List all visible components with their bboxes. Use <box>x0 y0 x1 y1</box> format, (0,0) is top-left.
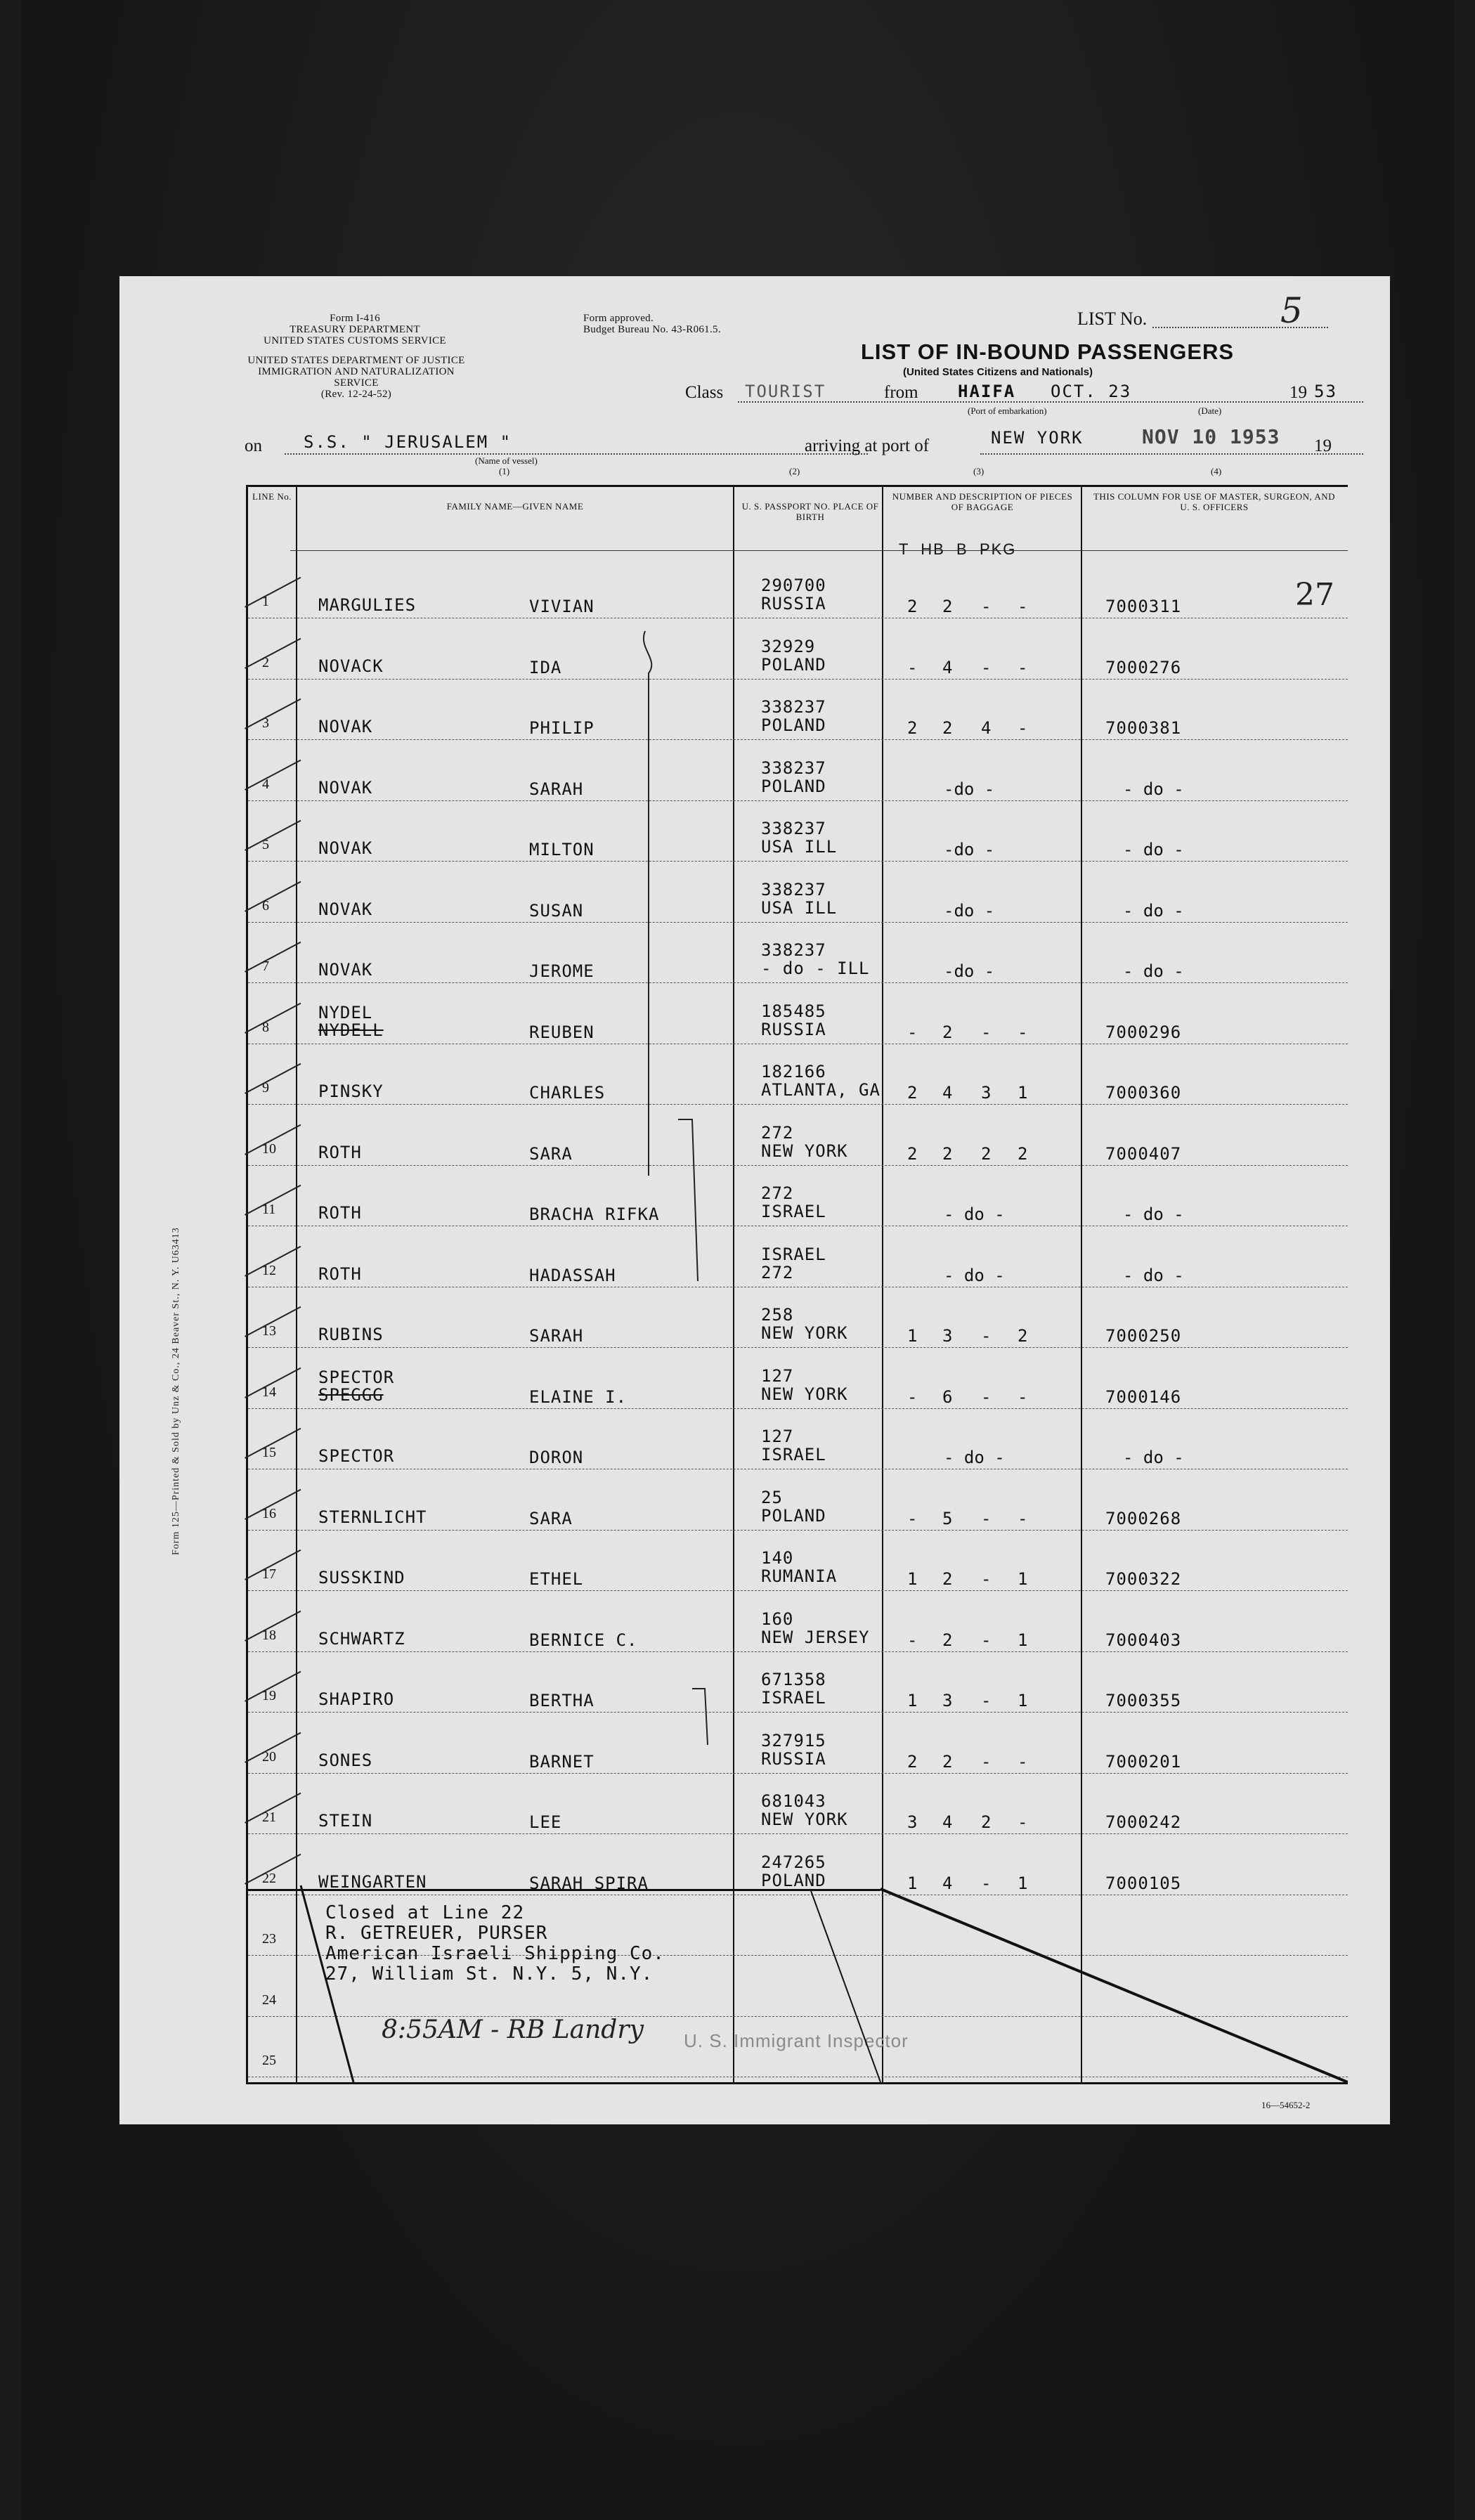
line-number: 10 <box>262 1141 276 1157</box>
family-name: ROTH <box>318 1264 362 1284</box>
baggage-t: - <box>907 1508 918 1528</box>
col-header-name: FAMILY NAME—GIVEN NAME <box>446 501 584 512</box>
given-name: VIVIAN <box>529 597 594 616</box>
family-bracket <box>692 1689 708 1745</box>
given-name: SARA <box>529 1508 573 1528</box>
family-name: ROTH <box>318 1142 362 1162</box>
given-name: SARAH <box>529 779 584 799</box>
given-name: BERTHA <box>529 1691 594 1710</box>
baggage-t: 2 <box>907 597 918 616</box>
officer-number: 7000250 <box>1105 1326 1182 1346</box>
baggage-pkg: - <box>1018 1386 1028 1407</box>
family-name: NOVAK <box>318 777 373 798</box>
baggage-t: 1 <box>907 1326 918 1346</box>
baggage-t: 2 <box>907 718 918 738</box>
footer-form-number: 16—54652-2 <box>1261 2100 1311 2110</box>
baggage-hb: 6 <box>942 1386 953 1407</box>
officer-number: 7000381 <box>1105 718 1182 738</box>
baggage-b: - <box>981 1386 992 1407</box>
family-name: STEIN <box>318 1811 373 1831</box>
family-name: NOVAK <box>318 838 373 858</box>
caption-2: (2) <box>789 466 800 476</box>
baggage-pkg: - <box>1018 597 1028 616</box>
line-number: 11 <box>262 1202 276 1217</box>
baggage-b: - <box>981 657 992 677</box>
form-number: Form I-416 <box>330 313 380 324</box>
family-name: STERNLICHT <box>318 1507 427 1527</box>
revision-date: (Rev. 12-24-52) <box>320 389 392 400</box>
baggage-t: - <box>907 1630 918 1650</box>
officer-ditto: - do - <box>1123 1204 1184 1224</box>
baggage-t: - <box>907 1386 918 1407</box>
purser-name: R. GETREUER, PURSER <box>325 1923 548 1944</box>
passport-number: 681043 <box>761 1791 826 1811</box>
officer-number: 7000276 <box>1105 657 1182 677</box>
given-name: LEE <box>529 1812 562 1832</box>
page-subtitle: (United States Citizens and Nationals) <box>903 366 1093 378</box>
passport-number: 185485 <box>761 1001 826 1021</box>
family-name: SPECTOR <box>318 1446 395 1466</box>
line-number: 25 <box>262 2053 276 2068</box>
baggage-hb: 2 <box>942 1143 953 1164</box>
baggage-b: - <box>981 1022 992 1042</box>
baggage-pkg: - <box>1018 1022 1028 1042</box>
line-number: 4 <box>262 776 269 792</box>
officer-number: 7000403 <box>1105 1630 1182 1650</box>
family-name: NYDEL <box>318 1002 373 1022</box>
passport-number: 160 <box>761 1609 794 1629</box>
agency-block <box>264 313 446 346</box>
baggage-pkg: 2 <box>1018 1143 1028 1164</box>
port-caption: (Port of embarkation) <box>968 405 1047 416</box>
from-label: from <box>884 383 918 402</box>
line-number: 22 <box>262 1870 276 1886</box>
place-of-birth: NEW YORK <box>761 1810 848 1829</box>
line1-annotation: 27 <box>1295 577 1334 613</box>
line-number: 8 <box>262 1019 269 1035</box>
customs-service: UNITED STATES CUSTOMS SERVICE <box>264 335 446 346</box>
line-number: 15 <box>262 1445 276 1460</box>
passport-number: 338237 <box>761 940 826 960</box>
baggage-hb: 2 <box>942 1569 953 1589</box>
baggage-pkg: 1 <box>1018 1873 1028 1893</box>
approval-block <box>583 313 721 335</box>
baggage-ditto: - do - <box>944 1448 1005 1467</box>
handwritten-signature: 8:55AM - RB Landry <box>382 2015 644 2044</box>
family-name-struck: SPEGGG <box>318 1384 384 1405</box>
col-header-officers: THIS COLUMN FOR USE OF MASTER, SURGEON, AND U. S. OFFICERS <box>1093 491 1335 512</box>
place-of-birth: NEW YORK <box>761 1384 848 1404</box>
arriving-label: arriving at port of <box>805 436 930 455</box>
officer-number: 7000268 <box>1105 1508 1182 1528</box>
place-of-birth: NEW YORK <box>761 1323 848 1343</box>
line-number: 5 <box>262 837 269 852</box>
given-name: ETHEL <box>529 1569 584 1589</box>
place-of-birth: POLAND <box>761 776 826 796</box>
line-number: 7 <box>262 959 269 974</box>
officer-number: 7000311 <box>1105 597 1182 616</box>
place-of-birth: ISRAEL <box>761 1202 826 1221</box>
baggage-pkg: - <box>1018 1812 1028 1832</box>
closing-slash <box>881 1889 1348 2082</box>
family-name: SPECTOR <box>318 1367 395 1387</box>
baggage-ditto: -do - <box>944 900 995 921</box>
place-of-birth: ATLANTA, GA <box>761 1080 881 1100</box>
line-number: 16 <box>262 1505 276 1521</box>
manifest-page <box>119 276 1390 2124</box>
line-number: 24 <box>262 1992 276 2008</box>
officer-number: 7000322 <box>1105 1569 1182 1589</box>
family-bracket <box>678 1119 698 1281</box>
place-of-birth: POLAND <box>761 715 826 735</box>
given-name: REUBEN <box>529 1022 594 1042</box>
place-of-birth: USA ILL <box>761 837 838 857</box>
baggage-b: - <box>981 1630 992 1650</box>
date-caption: (Date) <box>1198 405 1222 416</box>
baggage-t: 1 <box>907 1569 918 1589</box>
closed-at-line: Closed at Line 22 <box>325 1902 525 1923</box>
baggage-t: - <box>907 657 918 677</box>
caption-3: (3) <box>973 466 985 476</box>
class-rule <box>738 401 1363 403</box>
baggage-b: - <box>981 1873 992 1893</box>
place-of-birth: POLAND <box>761 1505 826 1526</box>
baggage-b: 2 <box>981 1812 992 1832</box>
line-number: 17 <box>262 1566 276 1582</box>
passport-number: 290700 <box>761 576 826 595</box>
family-name: NOVAK <box>318 960 373 980</box>
place-of-birth: RUSSIA <box>761 1748 826 1769</box>
class-label: Class <box>685 383 724 402</box>
passport-number: 247265 <box>761 1852 826 1872</box>
vessel-rule <box>285 453 868 455</box>
family-name: SHAPIRO <box>318 1689 395 1709</box>
pen-marks <box>248 487 1348 2082</box>
family-name: ROTH <box>318 1203 362 1223</box>
officer-ditto: - do - <box>1123 961 1184 981</box>
list-no-rule <box>1152 327 1328 328</box>
baggage-hb: 2 <box>942 718 953 738</box>
baggage-pkg: 1 <box>1018 1691 1028 1710</box>
baggage-b: 4 <box>981 718 992 738</box>
closing-slash <box>301 1885 353 2082</box>
baggage-hb: 4 <box>942 1812 953 1832</box>
given-name: PHILIP <box>529 718 594 738</box>
officer-ditto: - do - <box>1123 779 1184 799</box>
place-of-birth: ISRAEL <box>761 1688 826 1708</box>
place-of-birth: RUMANIA <box>761 1566 838 1586</box>
col-header-passport: U. S. PASSPORT NO. PLACE OF BIRTH <box>741 501 879 522</box>
baggage-t: 2 <box>907 1751 918 1772</box>
family-name: RUBINS <box>318 1325 384 1344</box>
passport-number: 272 <box>761 1122 794 1143</box>
baggage-ditto: -do - <box>944 779 995 799</box>
baggage-t: 1 <box>907 1691 918 1710</box>
justice-block <box>240 355 472 400</box>
inspector-stamp: U. S. Immigrant Inspector <box>684 2030 909 2051</box>
baggage-ditto: - do - <box>944 1265 1005 1285</box>
given-name: SUSAN <box>529 900 584 921</box>
officer-number: 7000296 <box>1105 1022 1182 1042</box>
baggage-t: 2 <box>907 1143 918 1164</box>
baggage-hb: 5 <box>942 1508 953 1528</box>
place-of-birth: ISRAEL <box>761 1445 826 1464</box>
baggage-hb: 2 <box>942 597 953 616</box>
place-of-birth: 272 <box>761 1262 794 1282</box>
place-of-birth: RUSSIA <box>761 1019 826 1039</box>
line-number: 9 <box>262 1080 269 1096</box>
passport-number: 327915 <box>761 1730 826 1751</box>
line-number: 3 <box>262 715 269 731</box>
officer-ditto: - do - <box>1123 840 1184 859</box>
baggage-ditto: - do - <box>944 1204 1005 1224</box>
baggage-pkg: 1 <box>1018 1083 1028 1103</box>
baggage-t: 2 <box>907 1083 918 1103</box>
passport-number: 338237 <box>761 819 826 838</box>
baggage-hb: 3 <box>942 1326 953 1346</box>
given-name: SARAH SPIRA <box>529 1873 649 1893</box>
given-name: BRACHA RIFKA <box>529 1204 660 1224</box>
passport-number: 272 <box>761 1183 794 1203</box>
family-name: MARGULIES <box>318 595 417 615</box>
baggage-t: 1 <box>907 1873 918 1893</box>
passport-number: 25 <box>761 1487 783 1507</box>
passport-number: 338237 <box>761 697 826 717</box>
passport-number: 140 <box>761 1548 794 1568</box>
place-of-birth: USA ILL <box>761 897 838 918</box>
passenger-table <box>246 485 1348 2084</box>
baggage-hb: 3 <box>942 1691 953 1710</box>
given-name: IDA <box>529 657 562 677</box>
treasury-department: TREASURY DEPARTMENT <box>290 324 420 335</box>
line-number: 20 <box>262 1748 276 1765</box>
caption-4: (4) <box>1211 466 1222 476</box>
baggage-subheader: T HB B PKG <box>899 540 1017 558</box>
baggage-hb: 2 <box>942 1022 953 1042</box>
line-number: 1 <box>262 594 269 609</box>
departure-date: OCT. 23 <box>1051 382 1132 401</box>
baggage-b: - <box>981 1326 992 1346</box>
given-name: ELAINE I. <box>529 1386 628 1407</box>
baggage-pkg: 1 <box>1018 1569 1028 1589</box>
class-value: TOURIST <box>745 382 826 401</box>
baggage-hb: 2 <box>942 1751 953 1772</box>
year-value: 53 <box>1314 382 1337 401</box>
officer-number: 7000146 <box>1105 1386 1182 1407</box>
printer-imprint: Form 125—Printed & Sold by Unz & Co., 24 Beaver St., N. Y. U63413 <box>171 1227 181 1555</box>
officer-number: 7000242 <box>1105 1812 1182 1832</box>
given-name: CHARLES <box>529 1083 606 1103</box>
family-name: NOVAK <box>318 899 373 919</box>
given-name: SARAH <box>529 1326 584 1346</box>
col-header-line: LINE No. <box>252 491 292 502</box>
given-name: MILTON <box>529 840 594 859</box>
family-name: PINSKY <box>318 1082 384 1101</box>
form-approved: Form approved. <box>583 313 654 324</box>
family-name: SONES <box>318 1750 373 1770</box>
closing-slash <box>810 1889 881 2082</box>
passport-number: 671358 <box>761 1670 826 1689</box>
family-bracket <box>644 631 651 1176</box>
officer-ditto: - do - <box>1123 900 1184 921</box>
baggage-ditto: -do - <box>944 840 995 859</box>
passport-number: 127 <box>761 1365 794 1386</box>
passport-number: 258 <box>761 1305 794 1325</box>
given-name: JEROME <box>529 961 594 981</box>
given-name: DORON <box>529 1448 584 1467</box>
family-name: SUSSKIND <box>318 1568 405 1587</box>
baggage-pkg: - <box>1018 1751 1028 1772</box>
vessel-caption: (Name of vessel) <box>475 455 538 466</box>
baggage-hb: 4 <box>942 1083 953 1103</box>
given-name: HADASSAH <box>529 1265 616 1285</box>
list-no-value: 5 <box>1280 290 1303 331</box>
on-label: on <box>245 436 262 455</box>
baggage-b: - <box>981 1569 992 1589</box>
place-of-birth: POLAND <box>761 1870 826 1890</box>
arrival-date-stamp: NOV 10 1953 <box>1142 425 1280 448</box>
company-address: 27, William St. N.Y. 5, N.Y. <box>325 1963 654 1985</box>
line-number: 6 <box>262 897 269 914</box>
ins-name: IMMIGRATION AND NATURALIZATION SERVICE <box>258 366 455 389</box>
shipping-company: American Israeli Shipping Co. <box>325 1943 665 1964</box>
port-of-embarkation: HAIFA <box>958 382 1016 401</box>
baggage-b: - <box>981 597 992 616</box>
line-number: 14 <box>262 1384 276 1400</box>
line-number: 13 <box>262 1323 276 1339</box>
baggage-hb: 4 <box>942 1873 953 1893</box>
given-name: BERNICE C. <box>529 1630 638 1650</box>
baggage-b: 2 <box>981 1143 992 1164</box>
baggage-b: - <box>981 1508 992 1528</box>
arrival-rule <box>980 453 1363 455</box>
list-no-label: LIST No. <box>1077 308 1148 329</box>
baggage-b: - <box>981 1691 992 1710</box>
line-number: 12 <box>262 1262 276 1278</box>
baggage-hb: 2 <box>942 1630 953 1650</box>
officer-number: 7000201 <box>1105 1751 1182 1772</box>
baggage-t: - <box>907 1022 918 1042</box>
line-number: 18 <box>262 1627 276 1643</box>
baggage-pkg: - <box>1018 718 1028 738</box>
baggage-ditto: -do - <box>944 961 995 981</box>
budget-bureau: Budget Bureau No. 43-R061.5. <box>583 324 721 335</box>
line-number: 19 <box>262 1688 276 1703</box>
line-number: 23 <box>262 1931 276 1947</box>
justice-department: UNITED STATES DEPARTMENT OF JUSTICE <box>247 355 465 366</box>
place-of-birth: RUSSIA <box>761 594 826 613</box>
officer-number: 7000407 <box>1105 1143 1182 1164</box>
officer-number: 7000105 <box>1105 1873 1182 1893</box>
caption-1: (1) <box>499 466 510 476</box>
page-title: LIST OF IN-BOUND PASSENGERS <box>861 339 1235 364</box>
place-of-birth: NEW YORK <box>761 1141 848 1161</box>
baggage-pkg: 1 <box>1018 1630 1028 1650</box>
passport-number: 338237 <box>761 758 826 778</box>
officer-ditto: - do - <box>1123 1265 1184 1285</box>
baggage-b: 3 <box>981 1083 992 1103</box>
passport-number: 338237 <box>761 879 826 899</box>
officer-ditto: - do - <box>1123 1448 1184 1467</box>
baggage-hb: 4 <box>942 657 953 677</box>
line-number: 21 <box>262 1810 276 1825</box>
baggage-t: 3 <box>907 1812 918 1832</box>
baggage-pkg: 2 <box>1018 1326 1028 1346</box>
officer-number: 7000355 <box>1105 1691 1182 1710</box>
year-suffix: 19 <box>1314 436 1332 455</box>
baggage-b: - <box>981 1751 992 1772</box>
family-name: SCHWARTZ <box>318 1628 405 1649</box>
place-of-birth: NEW JERSEY <box>761 1627 870 1647</box>
line-number: 2 <box>262 654 269 670</box>
family-name: NOVAK <box>318 717 373 736</box>
year-prefix: 19 <box>1289 383 1307 402</box>
given-name: BARNET <box>529 1751 594 1772</box>
vessel-name: S.S. " JERUSALEM " <box>304 432 512 452</box>
officer-number: 7000360 <box>1105 1083 1182 1103</box>
passport-number: 127 <box>761 1427 794 1446</box>
given-name: SARA <box>529 1143 573 1164</box>
passport-number: ISRAEL <box>761 1244 826 1264</box>
family-name: NOVACK <box>318 656 384 676</box>
place-of-birth: POLAND <box>761 654 826 675</box>
arrival-port: NEW YORK <box>991 428 1084 448</box>
family-name: WEINGARTEN <box>318 1871 427 1892</box>
col-header-baggage: NUMBER AND DESCRIPTION OF PIECES OF BAGGAGE <box>892 491 1073 512</box>
place-of-birth: - do - ILL <box>761 959 870 978</box>
passport-number: 182166 <box>761 1062 826 1082</box>
family-name-struck: NYDELL <box>318 1020 384 1040</box>
baggage-pkg: - <box>1018 657 1028 677</box>
baggage-pkg: - <box>1018 1508 1028 1528</box>
passport-number: 32929 <box>761 636 816 656</box>
